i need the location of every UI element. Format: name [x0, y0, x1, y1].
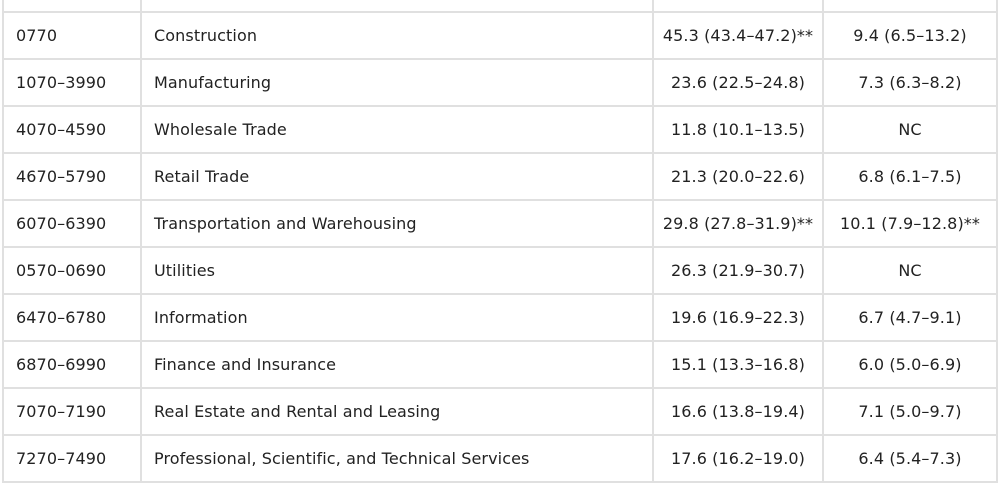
cell-value-a: 11.8 (10.1–13.5)	[653, 106, 823, 153]
cell-code: 7070–7190	[3, 388, 141, 435]
cell-industry: Professional, Scientific, and Technical Services	[141, 435, 653, 482]
cell-code: 0770	[3, 12, 141, 59]
cell-value-a: 21.3 (20.0–22.6)	[653, 153, 823, 200]
table-row	[3, 341, 997, 388]
industry-table	[2, 0, 998, 483]
table-body	[3, 0, 997, 482]
cell-value-a: 16.6 (13.8–19.4)	[653, 388, 823, 435]
table-row	[3, 153, 997, 200]
cell-industry: Transportation and Warehousing	[141, 200, 653, 247]
cell-code: 6870–6990	[3, 341, 141, 388]
cell-value-b: NC	[823, 106, 997, 153]
cell-value-b: 7.3 (6.3–8.2)	[823, 59, 997, 106]
cell-value-b: 6.7 (4.7–9.1)	[823, 294, 997, 341]
cell-code: 1070–3990	[3, 59, 141, 106]
cell-value-a: 29.8 (27.8–31.9)**	[653, 200, 823, 247]
cell-code: 7270–7490	[3, 435, 141, 482]
cell-code: 4670–5790	[3, 153, 141, 200]
cell-industry	[141, 0, 653, 12]
cell-value-b: 6.0 (5.0–6.9)	[823, 341, 997, 388]
cell-industry: Real Estate and Rental and Leasing	[141, 388, 653, 435]
table-row	[3, 247, 997, 294]
cell-code: 6070–6390	[3, 200, 141, 247]
cell-industry: Construction	[141, 12, 653, 59]
cell-value-b: 10.1 (7.9–12.8)**	[823, 200, 997, 247]
cell-value-b: 9.4 (6.5–13.2)	[823, 12, 997, 59]
cell-industry: Utilities	[141, 247, 653, 294]
cell-value-a: 17.6 (16.2–19.0)	[653, 435, 823, 482]
cell-value-a: 45.3 (43.4–47.2)**	[653, 12, 823, 59]
cell-value-b: 6.4 (5.4–7.3)	[823, 435, 997, 482]
cell-value-a: 15.1 (13.3–16.8)	[653, 341, 823, 388]
cell-value-b	[823, 0, 997, 12]
cell-code: 0570–0690	[3, 247, 141, 294]
cell-industry: Manufacturing	[141, 59, 653, 106]
cell-code: 4070–4590	[3, 106, 141, 153]
cell-industry: Retail Trade	[141, 153, 653, 200]
table-row	[3, 12, 997, 59]
cell-industry: Information	[141, 294, 653, 341]
cell-value-b: NC	[823, 247, 997, 294]
cell-code	[3, 0, 141, 12]
table-row	[3, 388, 997, 435]
cell-value-b: 6.8 (6.1–7.5)	[823, 153, 997, 200]
table-row-partial	[3, 0, 997, 12]
table-row	[3, 106, 997, 153]
cell-code: 6470–6780	[3, 294, 141, 341]
cell-value-a	[653, 0, 823, 12]
cell-value-a: 23.6 (22.5–24.8)	[653, 59, 823, 106]
cell-value-b: 7.1 (5.0–9.7)	[823, 388, 997, 435]
table-row	[3, 59, 997, 106]
cell-value-a: 19.6 (16.9–22.3)	[653, 294, 823, 341]
table-row	[3, 200, 997, 247]
cell-value-a: 26.3 (21.9–30.7)	[653, 247, 823, 294]
table-row	[3, 294, 997, 341]
table-row	[3, 435, 997, 482]
cell-industry: Finance and Insurance	[141, 341, 653, 388]
cell-industry: Wholesale Trade	[141, 106, 653, 153]
